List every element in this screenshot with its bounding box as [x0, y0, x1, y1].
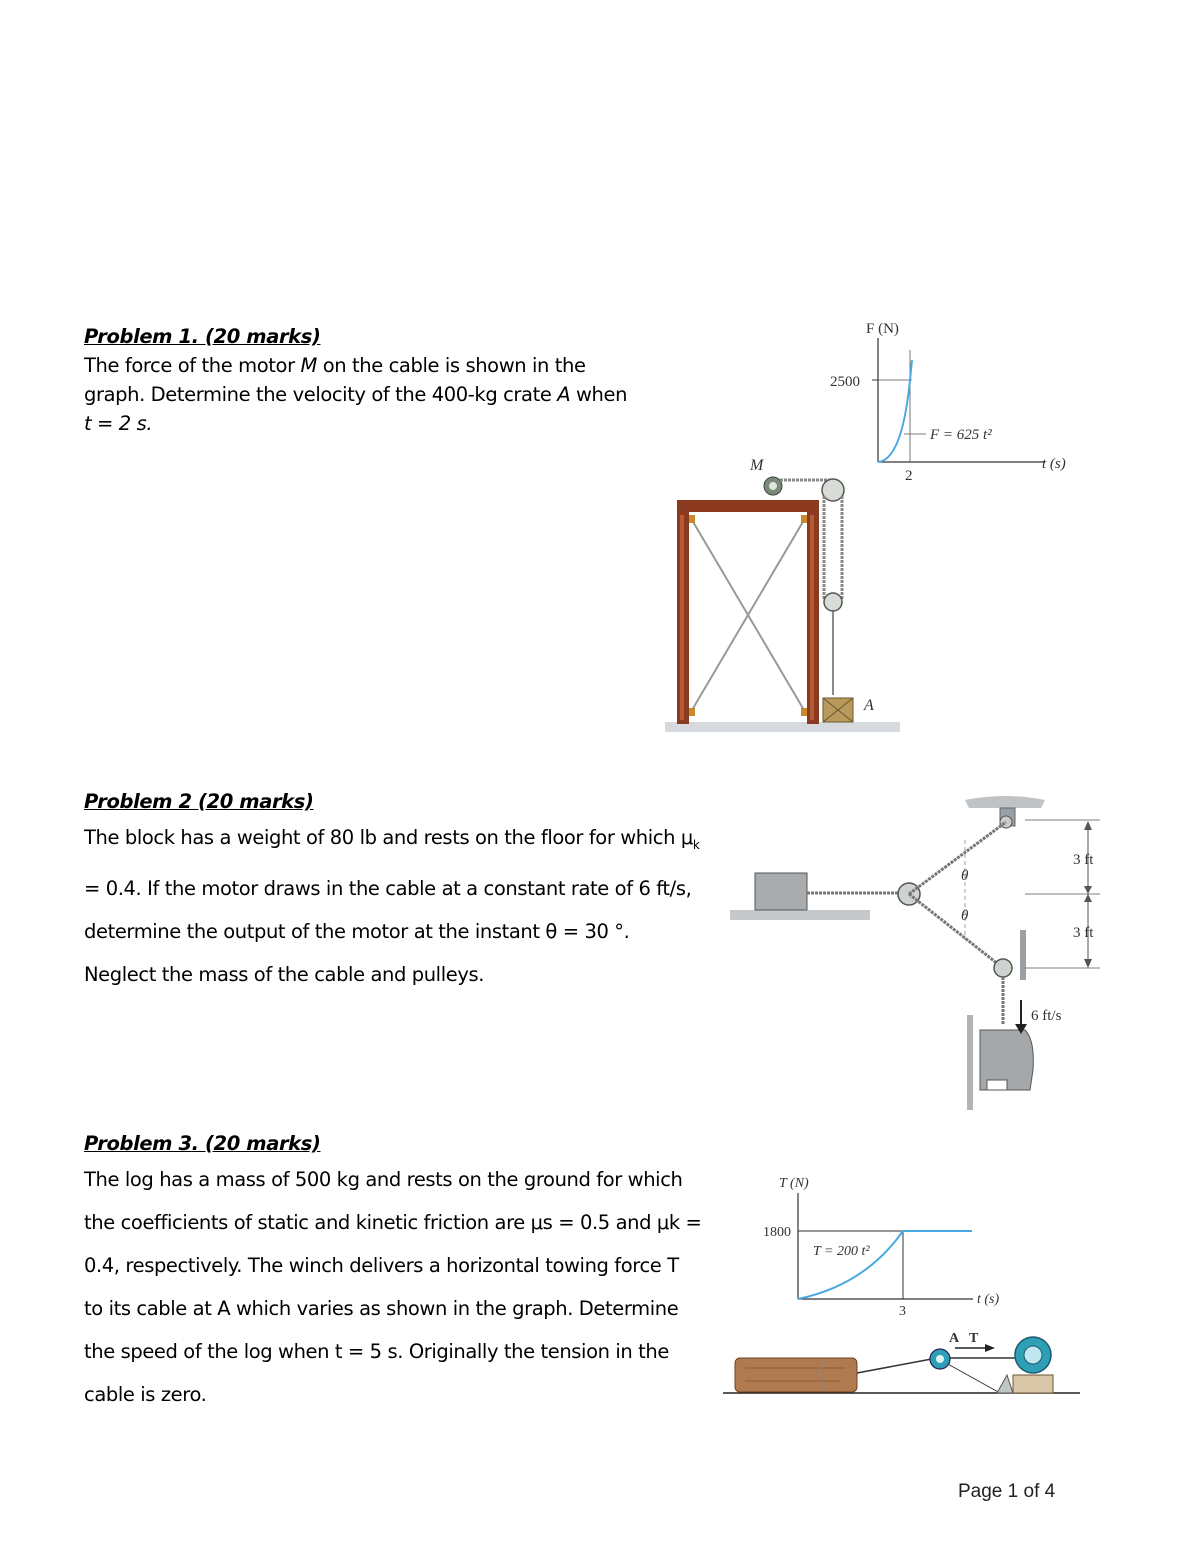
problem-3 [84, 1129, 724, 1416]
tension-tick-label: 1800 [763, 1225, 791, 1240]
point-a-label: A [949, 1331, 960, 1346]
motor [749, 457, 782, 495]
time-tick-label: 3 [899, 1304, 906, 1319]
ceiling [965, 796, 1045, 808]
crate [823, 697, 874, 722]
problem-2-line-3: determine the output of the motor at the instant θ = 30 °. [84, 919, 630, 943]
steel-frame [677, 500, 819, 724]
problem-3-line-4: to its cable at A which varies as shown in the graph. Determine [84, 1297, 679, 1320]
dimension-top: 3 ft [1073, 852, 1094, 868]
problem-2-figure [725, 790, 1115, 1120]
force-t-label: T [969, 1331, 979, 1346]
problem-3-heading: Problem 3. (20 marks) [84, 1132, 321, 1155]
problem-1 [84, 322, 724, 438]
tension-equation: T = 200 t² [813, 1244, 870, 1259]
force-tick-label: 2500 [830, 374, 860, 390]
tension-axis-label: T (N) [779, 1176, 809, 1191]
block [755, 873, 807, 910]
page-number: Page 1 of 4 [958, 1481, 1056, 1502]
problem-1-line-1: The force of the motor M on the cable is shown in the [84, 354, 586, 377]
time-axis-label: t (s) [977, 1292, 1000, 1307]
force-equation: F = 625 t² [930, 427, 992, 443]
problem-3-figure [715, 1165, 1095, 1405]
problem-2 [84, 787, 724, 996]
problem-3-line-3: 0.4, respectively. The winch delivers a horizontal towing force T [84, 1254, 679, 1277]
problem-2-line-2: = 0.4. If the motor draws in the cable at a constant rate of 6 ft/s, [84, 876, 692, 900]
problem-1-line-3: t = 2 s. [84, 412, 153, 435]
problem-3-line-5: the speed of the log when t = 5 s. Originally the tension in the [84, 1340, 669, 1363]
winch [997, 1337, 1053, 1393]
motor-label: M [750, 457, 764, 474]
force-axis-label: F (N) [866, 321, 899, 337]
problem-3-line-2: the coefficients of static and kinetic friction are μs = 0.5 and μk = [84, 1211, 702, 1234]
problem-1-figure [640, 310, 1110, 740]
angle-top-label: θ [961, 868, 969, 884]
tension-time-graph [763, 1176, 1000, 1319]
time-tick-label: 2 [905, 468, 913, 484]
problem-2-line-1: The block has a weight of 80 lb and rests on the floor for which $\mu_k$ [84, 826, 700, 852]
ground [665, 722, 900, 732]
problem-3-line-1: The log has a mass of 500 kg and rests on the ground for which [84, 1168, 683, 1191]
speed-label: 6 ft/s [1031, 1008, 1062, 1024]
problem-2-line-4: Neglect the mass of the cable and pulleys. [84, 962, 485, 986]
dimension-bottom: 3 ft [1073, 925, 1094, 941]
problem-3-line-6: cable is zero. [84, 1383, 207, 1406]
angle-bottom-label: θ [961, 908, 969, 924]
fixed-pulley [994, 959, 1012, 977]
problem-1-heading: Problem 1. (20 marks) [84, 325, 321, 348]
force-time-graph [830, 321, 1066, 484]
time-axis-label: t (s) [1042, 456, 1066, 472]
floor [730, 910, 870, 920]
problem-2-heading: Problem 2 (20 marks) [84, 790, 314, 813]
log [735, 1358, 857, 1392]
crate-label: A [864, 697, 874, 714]
problem-1-line-2: graph. Determine the velocity of the 400-kg crate A when [84, 383, 628, 406]
